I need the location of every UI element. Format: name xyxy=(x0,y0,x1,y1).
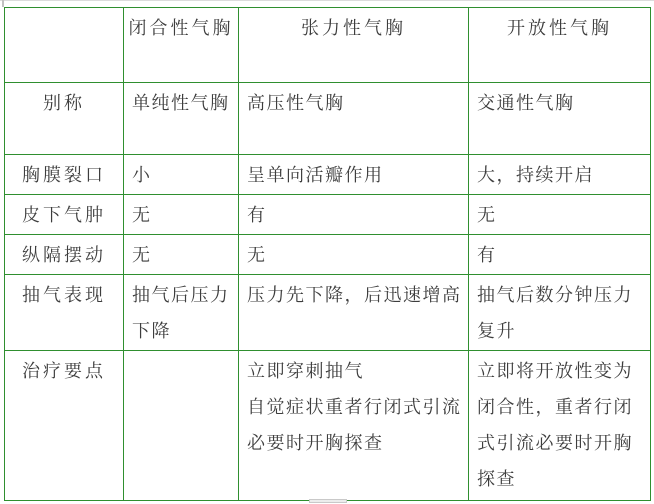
table-row-pleural-tear xyxy=(5,155,651,195)
cell-pleural-tear-closed: 小 xyxy=(124,155,239,195)
table-corner-handle-mark xyxy=(2,0,4,7)
cell-alias-tension: 高压性气胸 xyxy=(239,83,469,155)
header-cell-blank xyxy=(5,8,124,83)
treatment-tension-line-3: 必要时开胸探查 xyxy=(247,433,384,454)
header-cell-closed-pneumothorax: 闭合性气胸 xyxy=(124,8,239,83)
next-table-fragment xyxy=(309,499,347,503)
cell-mediastinal-flutter-closed: 无 xyxy=(124,235,239,275)
cell-aspiration-response-tension: 压力先下降，后迅速增高 xyxy=(239,275,469,351)
table-row-mediastinal-flutter xyxy=(5,235,651,275)
cell-pleural-tear-tension: 呈单向活瓣作用 xyxy=(239,155,469,195)
treatment-tension-line-1: 立即穿刺抽气 xyxy=(247,361,364,382)
cell-alias-closed: 单纯性气胸 xyxy=(124,83,239,155)
cell-subcutaneous-emphysema-closed: 无 xyxy=(124,195,239,235)
cell-subcutaneous-emphysema-tension: 有 xyxy=(239,195,469,235)
row-label-aspiration-response: 抽气表现 xyxy=(5,275,124,351)
table-row-subcutaneous-emphysema xyxy=(5,195,651,235)
table-header-row xyxy=(5,8,651,83)
cell-treatment-points-open: 立即将开放性变为闭合性，重者行闭式引流必要时开胸探查 xyxy=(469,351,651,501)
treatment-tension-line-2: 自觉症状重者行闭式引流 xyxy=(247,397,462,418)
cell-pleural-tear-open: 大，持续开启 xyxy=(469,155,651,195)
header-cell-tension-pneumothorax: 张力性气胸 xyxy=(239,8,469,83)
row-label-mediastinal-flutter: 纵隔摆动 xyxy=(5,235,124,275)
cell-mediastinal-flutter-open: 有 xyxy=(469,235,651,275)
row-label-subcutaneous-emphysema: 皮下气肿 xyxy=(5,195,124,235)
table-row-alias xyxy=(5,83,651,155)
pneumothorax-comparison-table xyxy=(4,7,651,501)
row-label-alias: 别称 xyxy=(5,83,124,155)
cell-aspiration-response-closed: 抽气后压力下降 xyxy=(124,275,239,351)
cell-treatment-points-tension xyxy=(239,351,469,501)
cell-aspiration-response-open: 抽气后数分钟压力复升 xyxy=(469,275,651,351)
page-top-hairline xyxy=(0,0,654,1)
row-label-pleural-tear: 胸膜裂口 xyxy=(5,155,124,195)
cell-treatment-points-closed xyxy=(124,351,239,501)
header-cell-open-pneumothorax: 开放性气胸 xyxy=(469,8,651,83)
table-row-aspiration-response xyxy=(5,275,651,351)
table-row-treatment-points xyxy=(5,351,651,501)
cell-mediastinal-flutter-tension: 无 xyxy=(239,235,469,275)
row-label-treatment-points: 治疗要点 xyxy=(5,351,124,501)
cell-subcutaneous-emphysema-open: 无 xyxy=(469,195,651,235)
cell-alias-open: 交通性气胸 xyxy=(469,83,651,155)
